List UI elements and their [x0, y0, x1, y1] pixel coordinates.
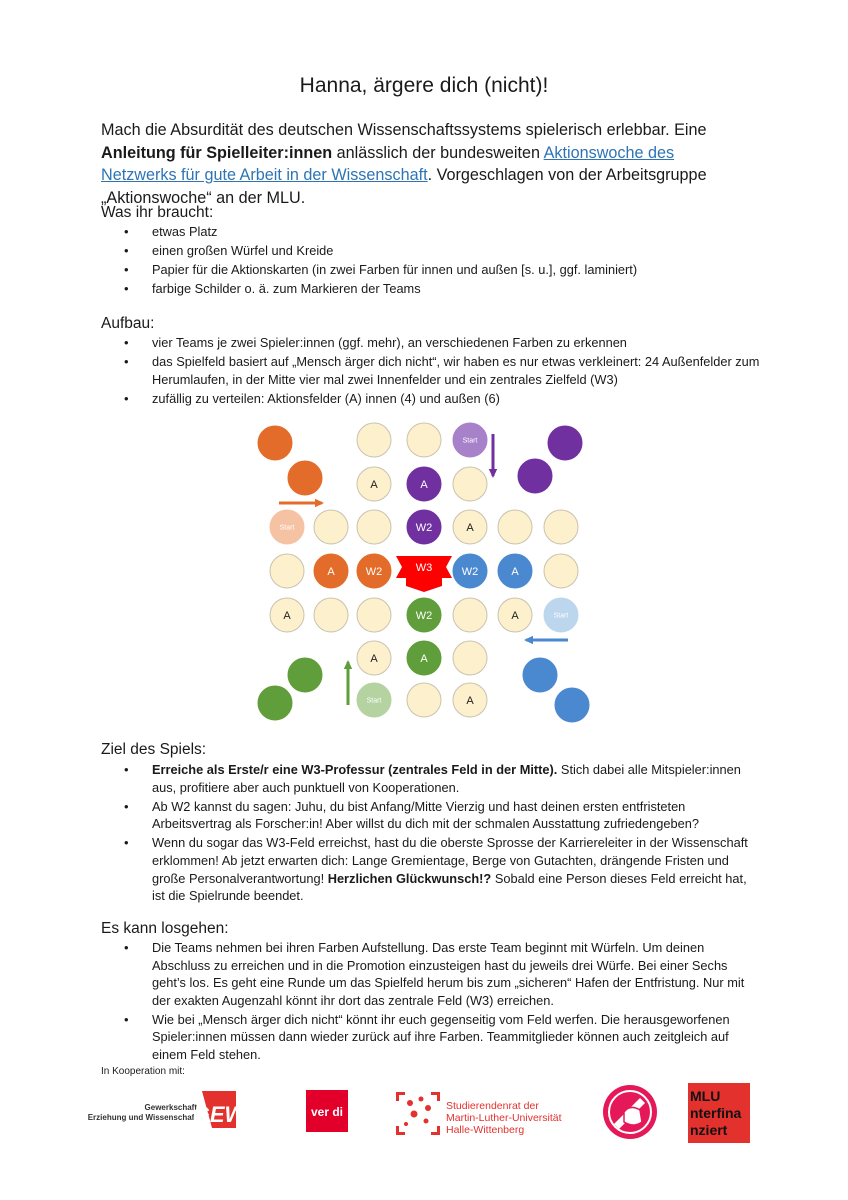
- direction-arrow-purple-head: [489, 469, 497, 478]
- direction-arrow-green-head: [344, 660, 352, 669]
- cooperation-label: In Kooperation mit:: [101, 1066, 185, 1077]
- mlu-text-2: nterfina: [690, 1105, 742, 1121]
- board-field-label: Start: [553, 612, 569, 620]
- board-field: [544, 510, 578, 544]
- board-field-label: A: [420, 479, 428, 491]
- goal-bold: Herzlichen Glückwunsch!?: [327, 870, 492, 886]
- list-item: • einen großen Würfel und Kreide: [101, 242, 761, 260]
- board-field-label: A: [420, 653, 428, 665]
- start-list: [101, 939, 761, 1065]
- team-piece-orange: [258, 426, 292, 460]
- needs-heading: Was ihr braucht:: [101, 204, 214, 221]
- board-field: [357, 598, 391, 632]
- board-field-label: W2: [415, 610, 433, 622]
- board-field: [453, 598, 487, 632]
- gew-text-1: Gewerkschaft: [144, 1103, 197, 1112]
- board-field-label: A: [466, 522, 474, 534]
- intro-text: . Vorgeschlagen von der Arbeitsgruppe „Aktionswoche“ an der MLU.: [101, 166, 707, 207]
- team-piece-purple: [548, 426, 582, 460]
- board-field: [407, 683, 441, 717]
- board-field: [357, 423, 391, 457]
- board-field: [314, 598, 348, 632]
- stura-text-1: Studierendenrat der: [446, 1100, 539, 1112]
- w3-label: W3: [415, 562, 433, 574]
- team-piece-green: [258, 686, 292, 720]
- direction-arrow-blue-head: [524, 636, 533, 644]
- goal-bold: Erreiche als Erste/r eine W3-Professur (zentrales Feld in der Mitte).: [152, 762, 558, 777]
- aktionswoche-link[interactable]: Aktionswoche des Netzwerks für gute Arbeit in der Wissenschaft: [101, 143, 675, 184]
- goal-text: Wenn du sogar das W3-Feld erreichst, hast du die oberste Sprosse der Karriereleiter in der Wissenschaft erklommen! Ab jetzt erwarten dich: Lange Gremientage, Berge von Gutachten, drängende Fristen und große Personalverantwortung!: [152, 835, 748, 886]
- board-field: [357, 510, 391, 544]
- stura-text-2: Martin-Luther-Universität: [446, 1112, 562, 1124]
- gew-text-2: Erziehung und Wissenschaft: [87, 1113, 197, 1122]
- list-item: • zufällig zu verteilen: Aktionsfelder (A) innen (4) und außen (6): [101, 390, 761, 408]
- list-item: [101, 761, 761, 796]
- list-item: [101, 834, 761, 904]
- board-field-label: W2: [461, 566, 479, 578]
- board-field-label: A: [511, 566, 519, 578]
- intro-bold: Anleitung für Spielleiter:innen: [101, 143, 333, 162]
- direction-arrow-orange-head: [315, 499, 324, 507]
- board-field-label: W2: [365, 566, 383, 578]
- partner-logos: [0, 1080, 848, 1150]
- board-field-label: A: [370, 653, 378, 665]
- board-field: [453, 467, 487, 501]
- mlu-text-1: MLU: [690, 1088, 721, 1104]
- board-field: [314, 510, 348, 544]
- list-item: • Wie bei „Mensch ärger dich nicht“ könnt ihr euch gegenseitig vom Feld werfen. Die herausgeworfenen Spieler:innen müssen dann wieder zurück auf ihre Farben. Teammitglieder können auch zeitgleich auf einem Feld stehen.: [101, 1011, 761, 1064]
- goal-list: [101, 761, 761, 906]
- board-field: [544, 554, 578, 588]
- list-item: • das Spielfeld basiert auf „Mensch ärger dich nicht“, wir haben es nur etwas verkleinert: 24 Außenfelder zum Herumlaufen, in der Mitte vier mal zwei Innenfelder und ein zentrales Zielfeld (W3): [101, 353, 761, 388]
- mlu-unterfinanziert-logo: [688, 1083, 750, 1143]
- list-item: • Papier für die Aktionskarten (in zwei Farben für innen und außen [s. u.], ggf. laminiert): [101, 261, 761, 279]
- board-field-label: A: [283, 610, 291, 622]
- w3-goal-field: [396, 556, 452, 592]
- verdi-wordmark: ver di: [310, 1105, 344, 1119]
- board-field-label: A: [466, 695, 474, 707]
- board-field: [498, 510, 532, 544]
- game-board-diagram: [250, 420, 600, 730]
- intro-text: anlässlich der bundesweiten: [332, 143, 544, 162]
- fist-pen-logo: [603, 1085, 657, 1139]
- stura-logo: [396, 1092, 562, 1136]
- list-item: • etwas Platz: [101, 223, 761, 241]
- team-piece-green: [288, 658, 322, 692]
- gew-logo: [88, 1091, 248, 1128]
- board-field-label: Start: [279, 524, 295, 532]
- list-item: • vier Teams je zwei Spieler:innen (ggf. mehr), an verschiedenen Farben zu erkennen: [101, 334, 761, 352]
- stura-text-3: Halle-Wittenberg: [446, 1124, 525, 1136]
- board-field: [270, 554, 304, 588]
- list-item: • Die Teams nehmen bei ihren Farben Aufstellung. Das erste Team beginnt mit Würfeln. Um deinen Abschluss zu erreichen und in die Promotion einzusteigen hast du jeweils drei Würfe. Bei einer Sechs geht’s los. Es geht eine Runde um das Spielfeld herum bis zum „sicheren“ Hafen der Entfristung. Nur mit der exakten Augenzahl könnt ihr dort das zentrale Feld (W3) erreichen.: [101, 939, 761, 1009]
- intro-paragraph: [101, 119, 751, 209]
- board-field-label: A: [327, 566, 335, 578]
- board-field-label: A: [370, 479, 378, 491]
- board-field-label: Start: [462, 437, 478, 445]
- intro-text: Mach die Absurdität des deutschen Wissenschaftssystems spielerisch erlebbar. Eine: [101, 121, 707, 139]
- board-field: [407, 423, 441, 457]
- team-piece-purple: [518, 459, 552, 493]
- goal-text: Sobald eine Person dieses Feld erreicht hat, ist die Spielrunde beendet.: [152, 870, 747, 904]
- team-piece-blue: [555, 688, 589, 722]
- list-item: • farbige Schilder o. ä. zum Markieren der Teams: [101, 280, 761, 298]
- mlu-text-3: nziert: [690, 1122, 728, 1138]
- goal-heading: Ziel des Spiels:: [101, 741, 207, 758]
- needs-list: [101, 223, 761, 299]
- team-piece-orange: [288, 461, 322, 495]
- board-field: [453, 641, 487, 675]
- setup-list: [101, 334, 761, 409]
- verdi-logo: [306, 1090, 348, 1132]
- gew-wordmark: GEW: [192, 1102, 246, 1127]
- board-field-label: Start: [366, 697, 382, 705]
- board-field-label: W2: [415, 522, 433, 534]
- start-heading: Es kann losgehen:: [101, 920, 229, 937]
- board-field-label: A: [511, 610, 519, 622]
- goal-text: Stich dabei alle Mitspieler:innen aus, profitiere aber auch punktuell von Kooperationen.: [152, 762, 741, 795]
- setup-heading: Aufbau:: [101, 315, 155, 332]
- list-item: • Ab W2 kannst du sagen: Juhu, du bist Anfang/Mitte Vierzig und hast deinen ersten entfristeten Arbeitsvertrag als Forscher:in! Aber willst du dich mit der schmalen Ausstattung zufriedengeben?: [101, 798, 761, 833]
- page-title: Hanna, ärgere dich (nicht)!: [299, 74, 549, 97]
- team-piece-blue: [523, 658, 557, 692]
